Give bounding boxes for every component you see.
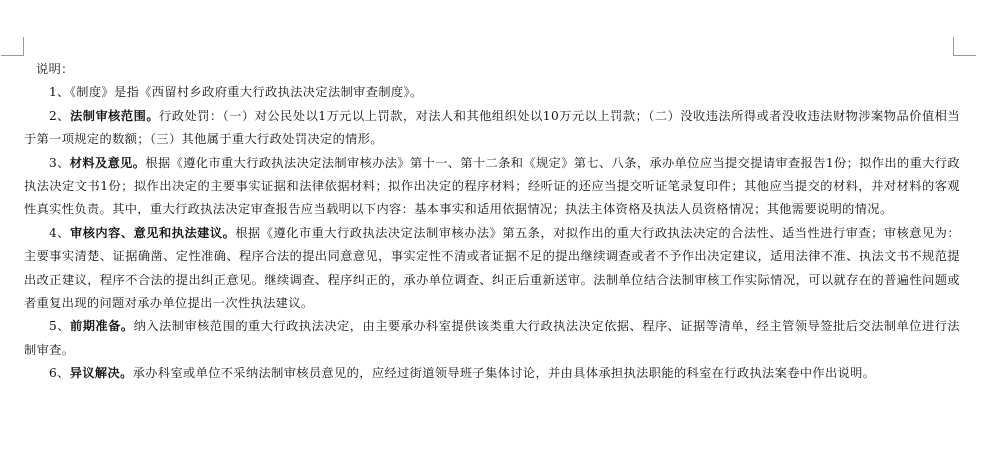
- paragraph-heading: 审核内容、意见和执法建议。: [70, 225, 236, 240]
- paragraph-3: [24, 152, 960, 222]
- paragraph-6: [24, 362, 960, 385]
- paragraph-number: 5、: [49, 319, 70, 334]
- paragraph-heading: 材料及意见。: [69, 155, 146, 170]
- paragraph-2: [24, 105, 960, 152]
- paragraph-text: 《制度》是指《西留村乡政府重大行政执法决定法制审查制度》。: [69, 85, 423, 100]
- paragraph-text: 纳入法制审核范围的重大行政执法决定，由主要承办科室提供该类重大行政执法决定依据、程序、证据等清单，经主管领导签批后交法制单位进行法制审查。: [24, 319, 961, 357]
- paragraph-text: 根据《遵化市重大行政执法决定法制审核办法》第五条，对拟作出的重大行政执法决定的合法性、适当性进行审查；审核意见为：主要事实清楚、证据确凿、定性准确、程序合法的提出同意意见，事实定性不清或者证据不足的提出继续调查或者不予作出决定建议，适用法律不准、执法文书不规范提出改正建议，程序不合法的提出纠正意见。继续调查、程序纠正的，承办单位调查、纠正后重新送审。法制单位结合法制审核工作实际情况，可以就存在的普遍性问题或者重复出现的问题对承办单位提出一次性执法建议。: [24, 225, 960, 311]
- page-corner-mark-top-right: [953, 37, 976, 56]
- paragraph-text: 承办科室或单位不采纳法制审核员意见的，应经过街道领导班子集体讨论，并由具体承担执法职能的科室在行政执法案卷中作出说明。: [132, 366, 876, 381]
- paragraph-heading: 异议解决。: [69, 366, 133, 381]
- page-corner-mark-top-left: [1, 37, 24, 56]
- paragraph-number: 1、: [49, 85, 70, 100]
- paragraph-number: 3、: [49, 155, 70, 170]
- notes-label: 说明：: [36, 62, 74, 76]
- paragraph-heading: 前期准备。: [70, 319, 134, 334]
- paragraph-5: [24, 315, 960, 362]
- paragraph-heading: 法制审核范围。: [70, 108, 160, 123]
- document-body: [24, 58, 960, 386]
- paragraph-text: 行政处罚：（一）对公民处以1万元以上罚款，对法人和其他组织处以10万元以上罚款；（二）没收违法所得或者没收违法财物涉案物品价值相当于第一项规定的数额；（三）其他属于重大行政处罚决定的情形。: [24, 108, 960, 147]
- paragraph-text: 根据《遵化市重大行政执法决定法制审核办法》第十一、第十二条和《规定》第七、八条，承办单位应当提交提请审查报告1份；拟作出的重大行政执法决定文书1份；拟作出决定的主要事实证据和法律依据材料；拟作出决定的程序材料；经听证的还应当提交听证笔录复印件；其他应当提交的材料，并对材料的客观性真实性负责。其中，重大行政执法决定审查报告应当载明以下内容：基本事实和适用依据情况；执法主体资格及执法人员资格情况；其他需要说明的情况。: [24, 155, 960, 217]
- paragraph-4: [24, 222, 960, 316]
- paragraph-number: 6、: [49, 366, 70, 381]
- paragraph-1: [24, 81, 960, 104]
- paragraph-number: 2、: [49, 108, 71, 123]
- paragraph-number: 4、: [49, 225, 70, 240]
